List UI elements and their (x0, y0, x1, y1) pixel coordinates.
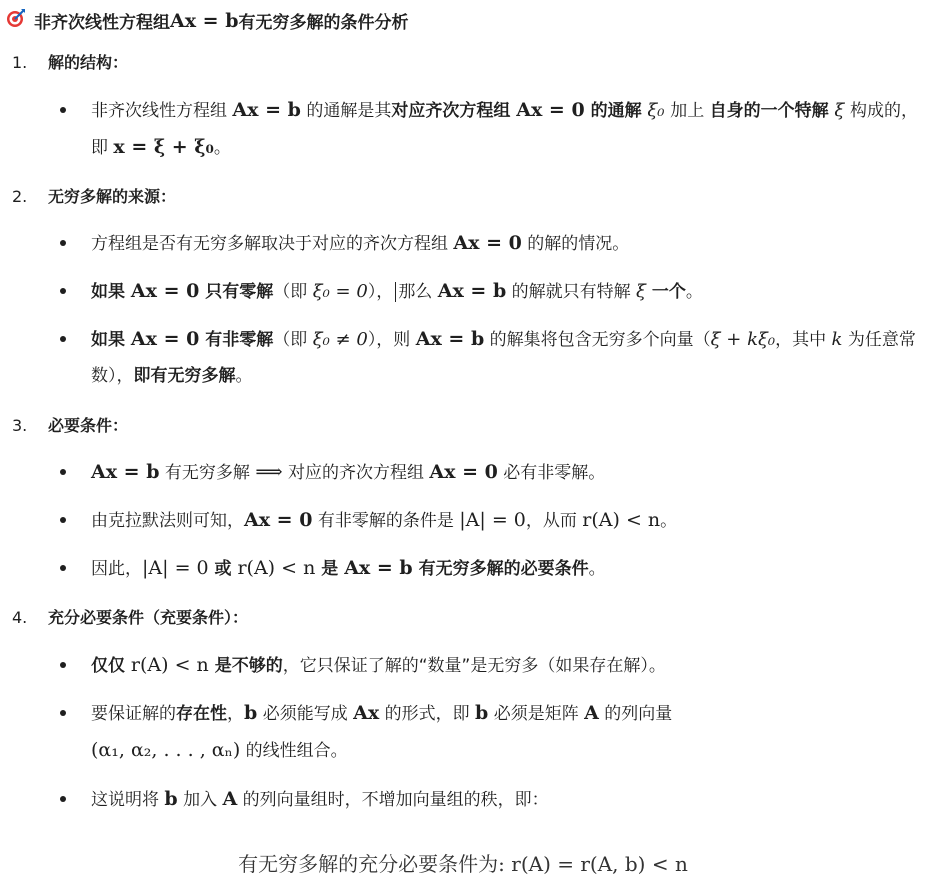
list-item: 方程组是否有无穷多解取决于对应的齐次方程组 Ax = 0 的解的情况。 (60, 225, 920, 262)
list-item: 由克拉默法则可知，Ax = 0 有非零解的条件是 |A| = 0，从而 r(A) < n。 (60, 502, 920, 539)
list-item: 仅仅 r(A) < n 是不够的，它只保证了解的“数量”是无穷多（如果存在解）。 (60, 647, 920, 684)
section-1-heading: 1. 解的结构： (12, 53, 129, 72)
target-icon (6, 8, 28, 33)
section-2-heading: 2. 无穷多解的来源： (12, 187, 177, 206)
page-title: 非齐次线性方程组 Ax = b 有无穷多解的条件分析 (6, 8, 409, 33)
list-item: 这说明将 b 加入 A 的列向量组时，不增加向量组的秩，即： (60, 781, 920, 818)
list-item: 如果 Ax = 0 有非零解（即 ξ₀ ≠ 0），则 Ax = b 的解集将包含无穷多个向量（ξ + kξ₀，其中 k 为任意常数），即有无穷多解。 (60, 321, 920, 394)
text-cursor (395, 282, 396, 302)
section-4-heading: 4. 充分必要条件（充要条件）： (12, 608, 249, 627)
list-item: Ax = b 有无穷多解 ⟹ 对应的齐次方程组 Ax = 0 必有非零解。 (60, 454, 920, 491)
list-item: 非齐次线性方程组 Ax = b 的通解是其对应齐次方程组 Ax = 0 的通解 ξ₀ 加上 自身的一个特解 ξ 构成的，即 x = ξ + ξ₀。 (60, 92, 920, 166)
list-item: 因此，|A| = 0 或 r(A) < n 是 Ax = b 有无穷多解的必要条件。 (60, 550, 920, 587)
section-3-heading: 3. 必要条件： (12, 416, 129, 435)
display-formula: 有无穷多解的充分必要条件为: r(A) = r(A, b) < n (238, 852, 688, 876)
list-item: 如果 Ax = 0 只有零解（即 ξ₀ = 0）， 那么 Ax = b 的解就只有特解 ξ 一个。 (60, 273, 920, 310)
list-item: 要保证解的存在性，b 必须能写成 Ax 的形式，即 b 必须是矩阵 A 的列向量 (α₁, α₂, . . . , αₙ) 的线性组合。 (60, 695, 920, 769)
